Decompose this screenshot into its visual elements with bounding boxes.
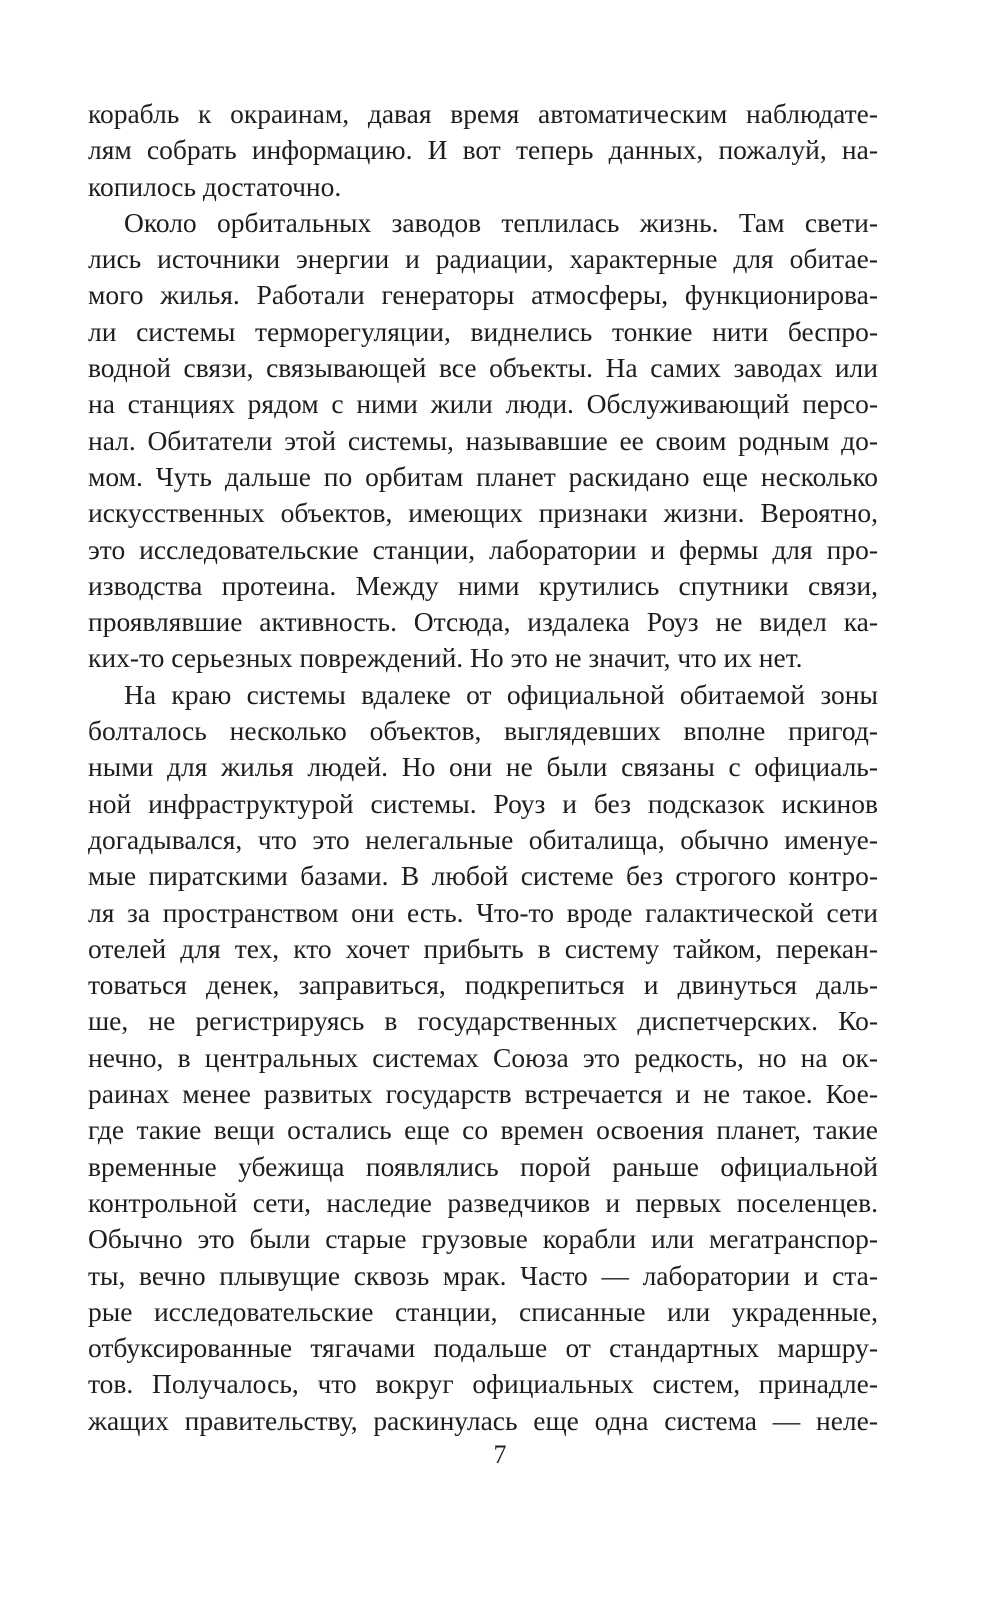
text-line: проявлявшие активность. Отсюда, издалека Роуз не видел ка-	[88, 606, 878, 638]
text-line: ких-то серьезных повреждений. Но это не значит, что их нет.	[88, 642, 803, 674]
text-line: ной инфраструктурой системы. Роуз и без подсказок искинов	[88, 787, 878, 819]
text-line: лись источники энергии и радиации, характерные для обитае-	[88, 243, 878, 275]
text-line: ли системы терморегуляции, виднелись тонкие нити беспро-	[88, 315, 878, 347]
text-line: Около орбитальных заводов теплилась жизнь. Там свети-	[124, 206, 878, 238]
text-line: отбуксированные тягачами подальше от стандартных маршру-	[88, 1332, 878, 1364]
text-line: рые исследовательские станции, списанные или украденные,	[88, 1295, 878, 1327]
text-line: ными для жилья людей. Но они не были связаны с официаль-	[88, 751, 878, 783]
text-line: это исследовательские станции, лаборатории и фермы для про-	[88, 533, 878, 565]
text-line: ты, вечно плывущие сквозь мрак. Часто — лаборатории и ста-	[88, 1259, 878, 1291]
text-line: водной связи, связывающей все объекты. На самих заводах или	[88, 352, 878, 384]
text-line: догадывался, что это нелегальные обиталища, обычно именуе-	[88, 823, 878, 855]
text-line: тов. Получалось, что вокруг официальных систем, принадле-	[88, 1368, 878, 1400]
text-line: где такие вещи остались еще со времен освоения планет, такие	[88, 1114, 878, 1146]
paragraph	[88, 205, 878, 677]
text-line: ля за пространством они есть. Что-то вроде галактической сети	[88, 896, 878, 928]
text-line: корабль к окраинам, давая время автоматическим наблюдате-	[88, 98, 878, 129]
text-line: контрольной сети, наследие разведчиков и первых поселенцев.	[88, 1186, 878, 1218]
body-text	[88, 96, 878, 1439]
text-line: товаться денек, заправиться, подкрепиться и двинуться даль-	[88, 969, 878, 1001]
paragraph	[88, 96, 878, 205]
text-line: отелей для тех, кто хочет прибыть в систему тайком, перекан-	[88, 932, 878, 964]
text-line: мом. Чуть дальше по орбитам планет раскидано еще несколько	[88, 460, 878, 492]
text-line: болталось несколько объектов, выглядевших вполне пригод-	[88, 715, 878, 747]
text-line: мые пиратскими базами. В любой системе без строгого контро-	[88, 860, 878, 892]
text-line: На краю системы вдалеке от официальной обитаемой зоны	[124, 678, 878, 710]
text-line: Обычно это были старые грузовые корабли или мегатранспор-	[88, 1223, 878, 1255]
text-line: мого жилья. Работали генераторы атмосферы, функционирова-	[88, 279, 878, 311]
text-line: лям собрать информацию. И вот теперь данных, пожалуй, на-	[88, 134, 878, 166]
page-number: 7	[493, 1440, 507, 1469]
text-line: ше, не регистрируясь в государственных диспетчерских. Ко-	[88, 1005, 878, 1037]
text-line: нечно, в центральных системах Союза это редкость, но на ок-	[88, 1041, 878, 1073]
text-line: жащих правительству, раскинулась еще одна система — неле-	[88, 1404, 878, 1436]
text-line: изводства протеина. Между ними крутились спутники связи,	[88, 569, 878, 601]
text-line: раинах менее развитых государств встречается и не такое. Кое-	[88, 1078, 878, 1110]
paragraph	[88, 677, 878, 1439]
text-line: копилось достаточно.	[88, 170, 342, 202]
text-line: нал. Обитатели этой системы, называвшие ее своим родным до-	[88, 424, 878, 456]
text-line: искусственных объектов, имеющих признаки жизни. Вероятно,	[88, 497, 878, 529]
text-line: временные убежища появлялись порой раньше официальной	[88, 1150, 878, 1182]
text-line: на станциях рядом с ними жили люди. Обслуживающий персо-	[88, 388, 878, 420]
